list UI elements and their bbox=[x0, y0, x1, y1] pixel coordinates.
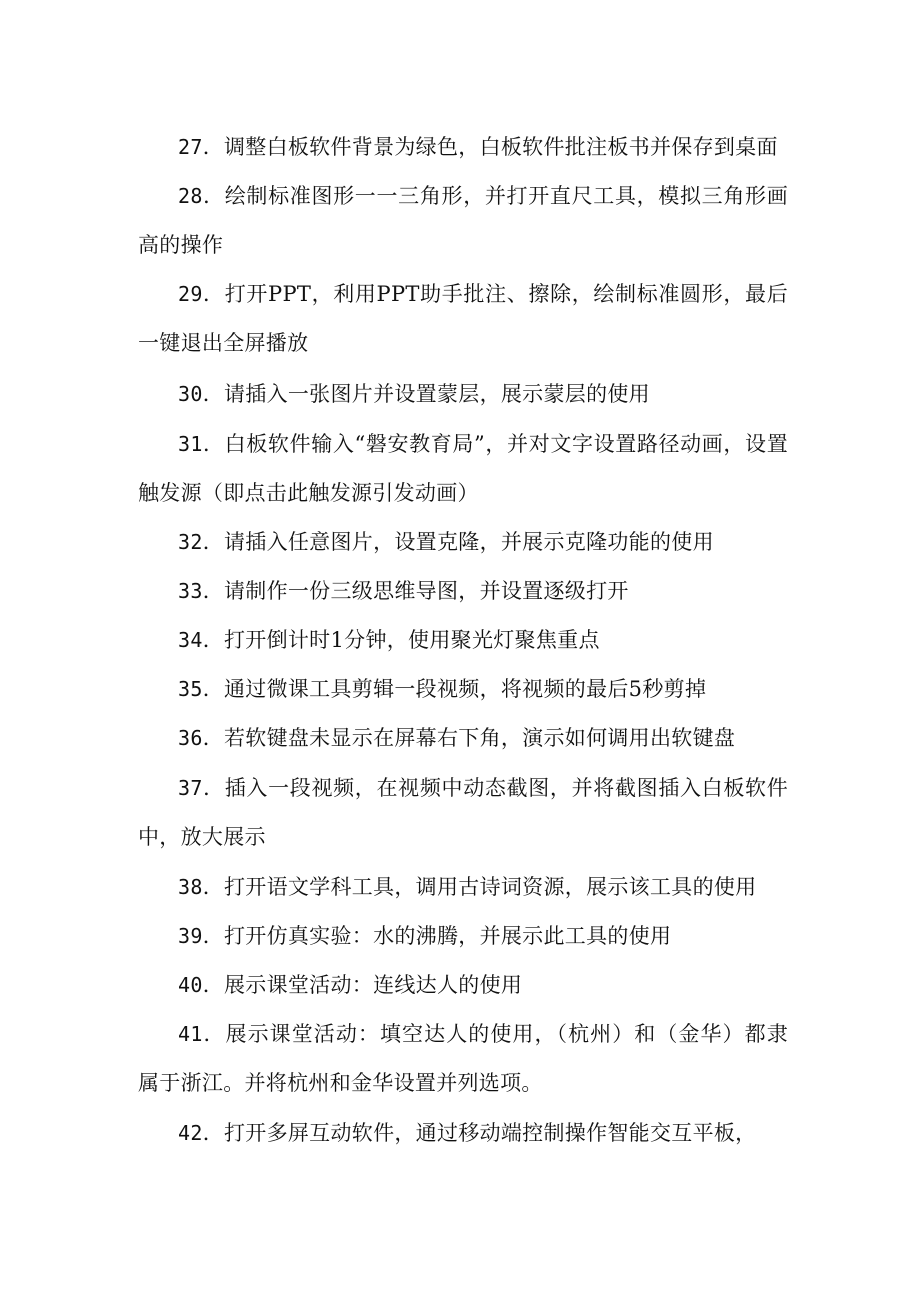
list-item bbox=[138, 370, 788, 419]
list-item bbox=[138, 567, 788, 616]
item-number: 41 bbox=[178, 1022, 203, 1046]
item-text: ．请制作一份三级思维导图，并设置逐级打开 bbox=[202, 579, 629, 603]
item-number: 37 bbox=[178, 776, 203, 800]
item-number: 32 bbox=[178, 530, 203, 554]
list-item bbox=[138, 270, 788, 368]
list-item bbox=[138, 123, 788, 172]
item-text: ．绘制标准图形一一三角形，并打开直尺工具，模拟三角形画高的操作 bbox=[138, 184, 788, 257]
item-number: 33 bbox=[178, 579, 203, 603]
list-item bbox=[138, 518, 788, 567]
item-text: ．展示课堂活动：填空达人的使用，（杭州）和（金华）都隶属于浙江。并将杭州和金华设置并列选项。 bbox=[138, 1022, 788, 1095]
item-number: 38 bbox=[178, 875, 203, 899]
item-text: ．插入一段视频，在视频中动态截图，并将截图插入白板软件中，放大展示 bbox=[138, 776, 788, 849]
item-number: 40 bbox=[178, 973, 203, 997]
item-text: ．请插入任意图片，设置克隆，并展示克隆功能的使用 bbox=[202, 530, 714, 554]
list-item bbox=[138, 1010, 788, 1108]
item-text: ．打开倒计时1分钟，使用聚光灯聚焦重点 bbox=[202, 628, 600, 652]
list-item bbox=[138, 420, 788, 518]
list-item bbox=[138, 172, 788, 270]
list-item bbox=[138, 863, 788, 912]
item-text: ．打开语文学科工具，调用古诗词资源，展示该工具的使用 bbox=[202, 875, 757, 899]
item-number: 31 bbox=[178, 432, 203, 456]
item-number: 35 bbox=[178, 677, 203, 701]
item-number: 28 bbox=[178, 184, 203, 208]
list-item bbox=[138, 1109, 788, 1158]
item-text: ．打开仿真实验：水的沸腾，并展示此工具的使用 bbox=[202, 924, 672, 948]
item-text: ．请插入一张图片并设置蒙层，展示蒙层的使用 bbox=[202, 382, 650, 406]
list-item bbox=[138, 616, 788, 665]
item-number: 39 bbox=[178, 924, 203, 948]
item-text: ．展示课堂活动：连线达人的使用 bbox=[202, 973, 523, 997]
item-text: ．通过微课工具剪辑一段视频，将视频的最后5秒剪掉 bbox=[202, 677, 707, 701]
item-text: ．若软键盘未显示在屏幕右下角，演示如何调用出软键盘 bbox=[202, 726, 736, 750]
item-number: 29 bbox=[178, 282, 203, 306]
item-number: 27 bbox=[178, 135, 203, 159]
item-text: ．打开多屏互动软件，通过移动端控制操作智能交互平板， bbox=[202, 1121, 757, 1145]
item-text: ．白板软件输入“磐安教育局”，并对文字设置路径动画，设置触发源（即点击此触发源引发动画） bbox=[138, 432, 788, 505]
item-number: 34 bbox=[178, 628, 203, 652]
item-text: ．调整白板软件背景为绿色，白板软件批注板书并保存到桌面 bbox=[202, 135, 778, 159]
item-number: 36 bbox=[178, 726, 203, 750]
list-item bbox=[138, 764, 788, 862]
list-item bbox=[138, 961, 788, 1010]
item-number: 42 bbox=[178, 1121, 203, 1145]
item-text: ．打开PPT，利用PPT助手批注、擦除，绘制标准圆形，最后一键退出全屏播放 bbox=[138, 282, 788, 355]
list-item bbox=[138, 714, 788, 763]
item-number: 30 bbox=[178, 382, 203, 406]
list-item bbox=[138, 912, 788, 961]
list-item bbox=[138, 665, 788, 714]
